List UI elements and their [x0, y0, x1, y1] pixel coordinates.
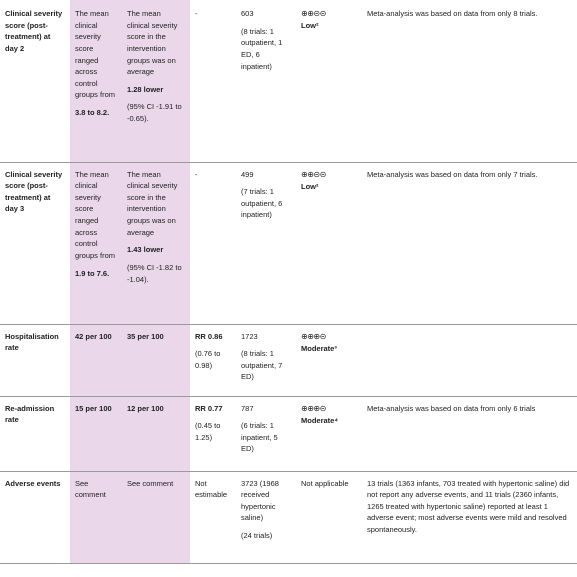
certainty-cell — [296, 324, 362, 396]
table-row — [0, 324, 577, 396]
control-description: 15 per 100 — [75, 403, 112, 413]
intervention-risk-cell — [122, 471, 190, 563]
certainty-cell — [296, 162, 362, 324]
certainty-label: Low² — [301, 181, 319, 191]
certainty-rating-icon: ⊕⊕⊝⊝ — [301, 9, 326, 18]
participants-cell — [236, 0, 296, 162]
outcome-cell: Re-admission rate — [0, 396, 70, 471]
certainty-label: Moderate³ — [301, 343, 337, 353]
participants-cell — [236, 471, 296, 563]
participants-count: 499 — [241, 169, 254, 179]
certainty-rating-icon: ⊕⊕⊕⊝ — [301, 403, 326, 413]
certainty-cell — [296, 396, 362, 471]
participants-detail: (6 trials: 1 inpatient, 5 ED) — [241, 421, 278, 454]
participants-count: 3723 (1968 received hypertonic saline) — [241, 478, 279, 523]
outcome-cell: Hospitalisation rate — [0, 324, 70, 396]
comment-cell — [362, 0, 577, 162]
intervention-risk-cell — [122, 396, 190, 471]
comment-cell — [362, 162, 577, 324]
table-row — [0, 471, 577, 563]
control-value: 3.8 to 8.2. — [75, 108, 110, 117]
certainty-cell — [296, 0, 362, 162]
certainty-label: Moderate⁴ — [301, 415, 339, 425]
intervention-risk-cell — [122, 0, 190, 162]
control-risk-cell — [70, 324, 122, 396]
participants-cell — [236, 162, 296, 324]
relative-effect-cell — [190, 396, 236, 471]
relative-effect-ci: (0.45 to 1.25) — [195, 421, 221, 442]
comment-cell — [362, 324, 577, 396]
intervention-ci: (95% CI -1.91 to -0.65). — [127, 102, 182, 123]
outcome-cell: Clinical severity score (post-treatment) at day 2 — [5, 9, 63, 53]
intervention-description: See comment — [127, 478, 174, 488]
control-description: 42 per 100 — [75, 331, 112, 341]
control-risk-cell — [70, 471, 122, 563]
certainty-label: Not applicable — [301, 478, 349, 488]
intervention-value: 1.43 lower — [127, 245, 164, 255]
relative-effect: - — [195, 169, 198, 179]
comment-cell — [362, 471, 577, 563]
outcome-cell: Adverse events — [0, 471, 70, 563]
relative-effect-cell — [190, 162, 236, 324]
relative-effect: RR 0.77 — [195, 403, 223, 413]
relative-effect: Not estimable — [195, 478, 228, 500]
relative-effect-cell — [190, 324, 236, 396]
participants-detail: (8 trials: 1 outpatient, 7 ED) — [241, 349, 283, 382]
relative-effect: RR 0.86 — [195, 331, 223, 341]
intervention-value: 1.28 lower — [127, 84, 164, 94]
control-description: The mean clinical severity score ranged across control groups from — [75, 9, 116, 100]
control-description: The mean clinical severity score ranged across control groups from — [75, 169, 116, 260]
intervention-description: 35 per 100 — [127, 331, 164, 341]
intervention-description: The mean clinical severity score in the intervention groups was on average — [127, 169, 178, 237]
certainty-rating-icon: ⊕⊕⊕⊝ — [301, 331, 326, 341]
participants-detail: (8 trials: 1 outpatient, 1 ED, 6 inpatient) — [241, 26, 283, 71]
table-row — [0, 162, 577, 324]
control-value: 1.9 to 7.6. — [75, 268, 110, 278]
intervention-ci: (95% CI -1.82 to -1.04). — [127, 262, 182, 284]
participants-count: 787 — [241, 403, 254, 413]
certainty-cell — [296, 471, 362, 563]
comment-text: Meta-analysis was based on data from only 7 trials. — [367, 169, 538, 179]
control-risk-cell — [70, 162, 122, 324]
relative-effect-cell — [190, 471, 236, 563]
intervention-description: 12 per 100 — [127, 403, 164, 413]
comment-text: Meta-analysis was based on data from only 8 trials. — [367, 9, 538, 18]
participants-detail: (7 trials: 1 outpatient, 6 inpatient) — [241, 187, 283, 220]
control-description: See comment — [75, 478, 106, 500]
intervention-description: The mean clinical severity score in the intervention groups was on average — [127, 9, 178, 77]
certainty-label: Low² — [301, 21, 319, 31]
control-risk-cell — [70, 396, 122, 471]
intervention-risk-cell — [122, 162, 190, 324]
comment-cell — [362, 396, 577, 471]
participants-cell — [236, 324, 296, 396]
participants-detail: (24 trials) — [241, 531, 273, 540]
intervention-risk-cell — [122, 324, 190, 396]
participants-cell — [236, 396, 296, 471]
participants-count: 603 — [241, 9, 254, 18]
outcome-cell: Clinical severity score (post-treatment) at day 3 — [0, 162, 70, 324]
table-row — [0, 396, 577, 471]
relative-effect-cell — [190, 0, 236, 162]
relative-effect: - — [195, 9, 198, 18]
participants-count: 1723 — [241, 331, 258, 341]
certainty-rating-icon: ⊕⊕⊝⊝ — [301, 169, 326, 179]
relative-effect-ci: (0.76 to 0.98) — [195, 349, 221, 370]
control-risk-cell — [70, 0, 122, 162]
table-row — [0, 0, 577, 162]
comment-text: Meta-analysis was based on data from only 6 trials — [367, 403, 536, 413]
comment-text: 13 trials (1363 infants, 703 treated with hypertonic saline) did not report any adverse events, and 11 trials (2360 infants, 1265 treated with hypertonic saline) reported at least 1 adverse event; most adverse events were mild and resolved spontaneously. — [367, 478, 570, 534]
